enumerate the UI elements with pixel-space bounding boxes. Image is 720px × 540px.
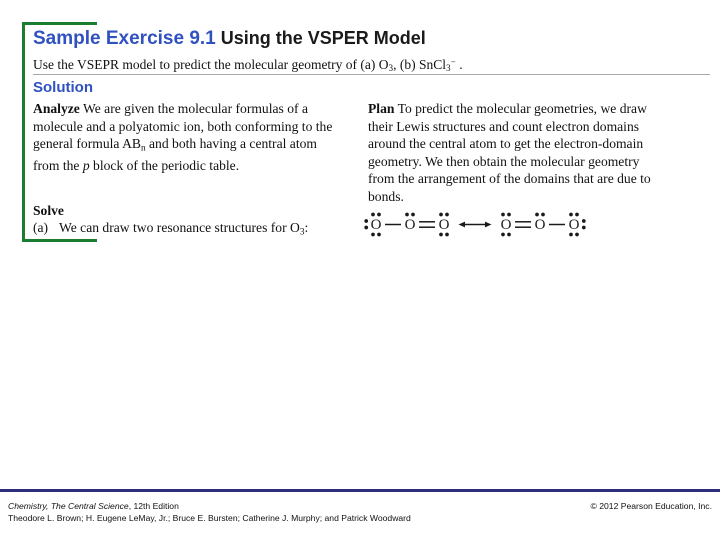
analyze-italic-p: p — [82, 158, 90, 174]
green-accent-bottom-bar — [22, 239, 97, 242]
lone-pair-dot — [446, 213, 449, 216]
lewis-atom-right-2: O — [534, 217, 546, 233]
solve-item-text: We can draw two resonance structures for O — [59, 220, 300, 235]
lone-pair-dot — [440, 233, 443, 236]
analyze-subscript-n: n — [140, 142, 146, 153]
left-column — [33, 100, 333, 175]
lewis-atom-right-1: O — [500, 217, 512, 233]
footer-authors: Theodore L. Brown; H. Eugene LeMay, Jr.; Bruce E. Bursten; Catherine J. Murphy; and Patrick Woodward — [8, 512, 411, 523]
lewis-structures-svg — [362, 206, 592, 242]
subtitle-subscript-2: 3 — [446, 63, 451, 74]
lone-pair-dot — [440, 213, 443, 216]
analyze-text-part-1: We are given the molecular formulas of a molecule and a polyatomic ion, both conforming to the general formula AB — [33, 101, 333, 152]
footer-book-line — [8, 501, 411, 513]
subtitle-superscript-charge: − — [450, 57, 456, 67]
lone-pair-dot — [365, 220, 368, 223]
footer-copyright: © 2012 Pearson Education, Inc. — [590, 501, 712, 511]
lone-pair-dot — [378, 213, 381, 216]
lone-pair-dot — [365, 226, 368, 229]
exercise-label: Sample Exercise 9.1 — [33, 28, 216, 49]
resonance-arrow-icon — [459, 222, 492, 228]
page-title — [33, 26, 713, 51]
analyze-text-part-2: and both having a central atom from the — [33, 136, 317, 174]
lone-pair-dot — [582, 226, 585, 229]
subtitle-subscript-1: 3 — [388, 63, 394, 74]
plan-paragraph — [368, 100, 668, 206]
analyze-label: Analyze — [33, 101, 80, 116]
solution-heading: Solution — [33, 79, 93, 96]
subtitle-middle: , (b) SnCl — [393, 56, 447, 72]
solve-heading: Solve — [33, 203, 64, 218]
footer-book-edition: , 12th Edition — [128, 501, 179, 511]
lewis-structures-diagram — [362, 206, 592, 242]
header — [33, 26, 713, 77]
lone-pair-dot — [536, 213, 539, 216]
exercise-title: Using the VSPER Model — [220, 28, 426, 48]
lewis-atom-left-2: O — [404, 217, 416, 233]
solve-item-label: (a) — [33, 220, 49, 235]
lone-pair-dot — [508, 233, 511, 236]
lone-pair-dot — [502, 213, 505, 216]
lone-pair-dot — [508, 213, 511, 216]
lewis-atom-left-3: O — [438, 217, 450, 233]
lewis-atom-right-3: O — [568, 217, 580, 233]
lone-pair-dot — [378, 233, 381, 236]
analyze-text-part-3: block of the periodic table. — [89, 158, 240, 174]
plan-text: To predict the molecular geometries, we draw their Lewis structures and count electron domains around the central atom to get the electron-domain geometry. We then obtain the molecular geometry from the arrangement of the domains that are due to bonds. — [368, 101, 651, 204]
lone-pair-dot — [446, 233, 449, 236]
footer-citation — [8, 501, 411, 524]
lone-pair-dot — [542, 213, 545, 216]
lone-pair-dot — [570, 213, 573, 216]
lone-pair-dot — [576, 233, 579, 236]
right-column — [368, 100, 668, 206]
lone-pair-dot — [372, 233, 375, 236]
subtitle-prefix: Use the VSEPR model to predict the molecular geometry of (a) O — [33, 56, 389, 72]
lone-pair-dot — [372, 213, 375, 216]
lone-pair-dot — [582, 220, 585, 223]
lewis-atom-left-1: O — [370, 217, 382, 233]
subtitle-suffix: . — [455, 56, 463, 72]
lone-pair-dot — [576, 213, 579, 216]
lone-pair-dot — [570, 233, 573, 236]
lone-pair-dot — [502, 233, 505, 236]
lone-pair-dot — [412, 213, 415, 216]
plan-label: Plan — [368, 101, 395, 116]
green-accent-top-bar — [22, 22, 97, 25]
footer-book-title: Chemistry, The Central Science — [8, 501, 129, 511]
solve-item-a — [33, 220, 308, 236]
solve-item-subscript: 3 — [299, 226, 305, 237]
header-divider — [33, 74, 710, 75]
green-accent-left-bar — [22, 22, 25, 242]
footer-divider — [0, 489, 720, 492]
analyze-paragraph — [33, 100, 333, 175]
solve-item-colon: : — [304, 220, 309, 235]
lone-pair-dot — [406, 213, 409, 216]
